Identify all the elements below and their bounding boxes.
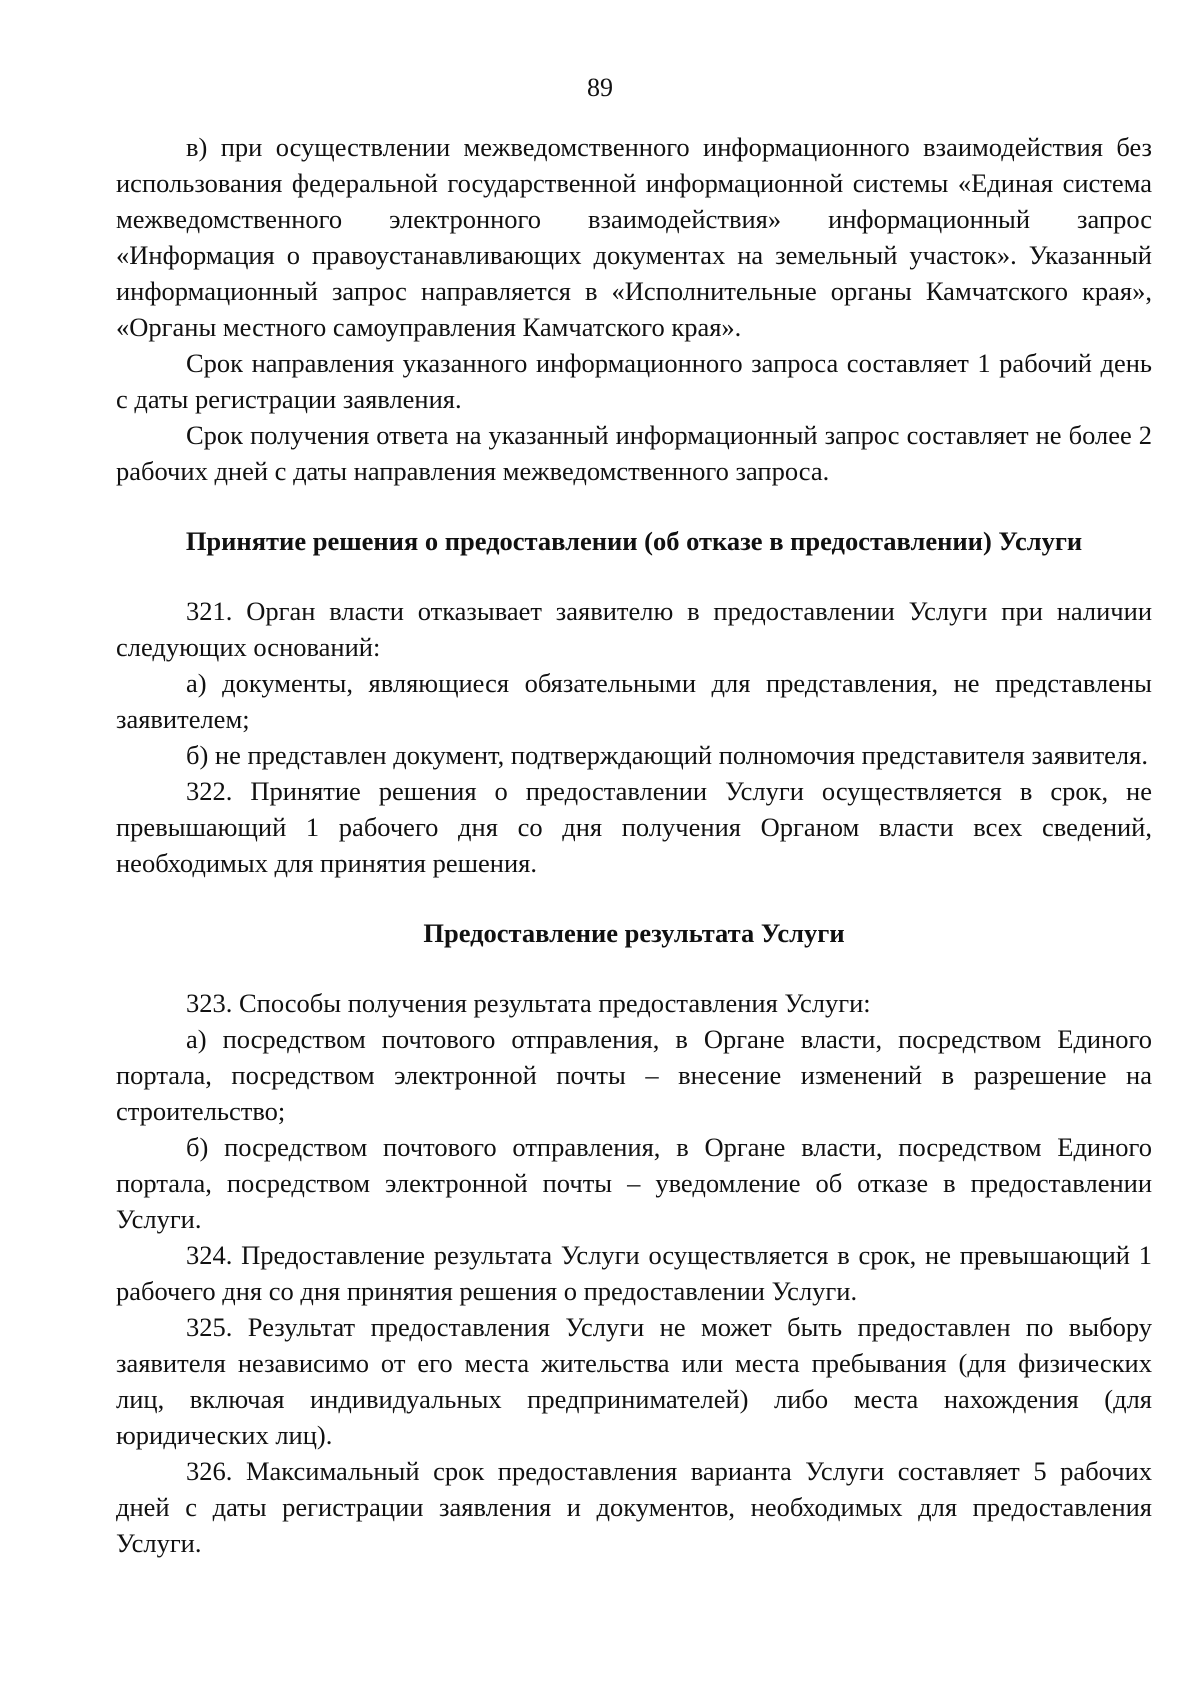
paragraph-324: 324. Предоставление результата Услуги осуществляется в срок, не превышающий 1 рабочего дня со дня принятия решения о предоставлении Услуги. [116,1240,1152,1306]
page-number: 89 [587,73,613,102]
paragraph-323-a: а) посредством почтового отправления, в Органе власти, посредством Единого портала, посредством электронной почты – внесение изменений в разрешение на строительство; [116,1024,1152,1126]
paragraph-request-deadline: Срок направления указанного информационного запроса составляет 1 рабочий день с даты регистрации заявления. [116,348,1152,414]
section-heading-decision: Принятие решения о предоставлении (об отказе в предоставлении) Услуги [185,526,1083,556]
paragraph-325: 325. Результат предоставления Услуги не может быть предоставлен по выбору заявителя независимо от его места жительства или места пребывания (для физических лиц, включая индивидуальных предпринимателей) либо места нахождения (для юридических лиц). [116,1312,1152,1450]
paragraph-response-deadline: Срок получения ответа на указанный информационный запрос составляет не более 2 рабочих дней с даты направления межведомственного запроса. [116,420,1152,486]
paragraph-321: 321. Орган власти отказывает заявителю в предоставлении Услуги при наличии следующих оснований: [116,596,1152,662]
section-heading-result: Предоставление результата Услуги [423,918,845,948]
paragraph-v-interagency-request: в) при осуществлении межведомственного информационного взаимодействия без использования федеральной государственной информационной системы «Единая система межведомственного электронного взаимодействия» информационный запрос «Информация о правоустанавливающих документах на земельный участок». Указанный информационный запрос направляется в «Исполнительные органы Камчатского края», «Органы местного самоуправления Камчатского края». [116,132,1152,342]
document-body [116,129,1152,1561]
paragraph-321-b: б) не представлен документ, подтверждающий полномочия представителя заявителя. [186,740,1148,770]
paragraph-322: 322. Принятие решения о предоставлении Услуги осуществляется в срок, не превышающий 1 рабочего дня со дня получения Органом власти всех сведений, необходимых для принятия решения. [116,776,1152,878]
paragraph-323: 323. Способы получения результата предоставления Услуги: [186,988,871,1018]
paragraph-323-b: б) посредством почтового отправления, в Органе власти, посредством Единого портала, посредством электронной почты – уведомление об отказе в предоставлении Услуги. [116,1132,1152,1234]
paragraph-321-a: а) документы, являющиеся обязательными для представления, не представлены заявителем; [116,668,1152,734]
paragraph-326: 326. Максимальный срок предоставления варианта Услуги составляет 5 рабочих дней с даты регистрации заявления и документов, необходимых для предоставления Услуги. [116,1456,1152,1558]
